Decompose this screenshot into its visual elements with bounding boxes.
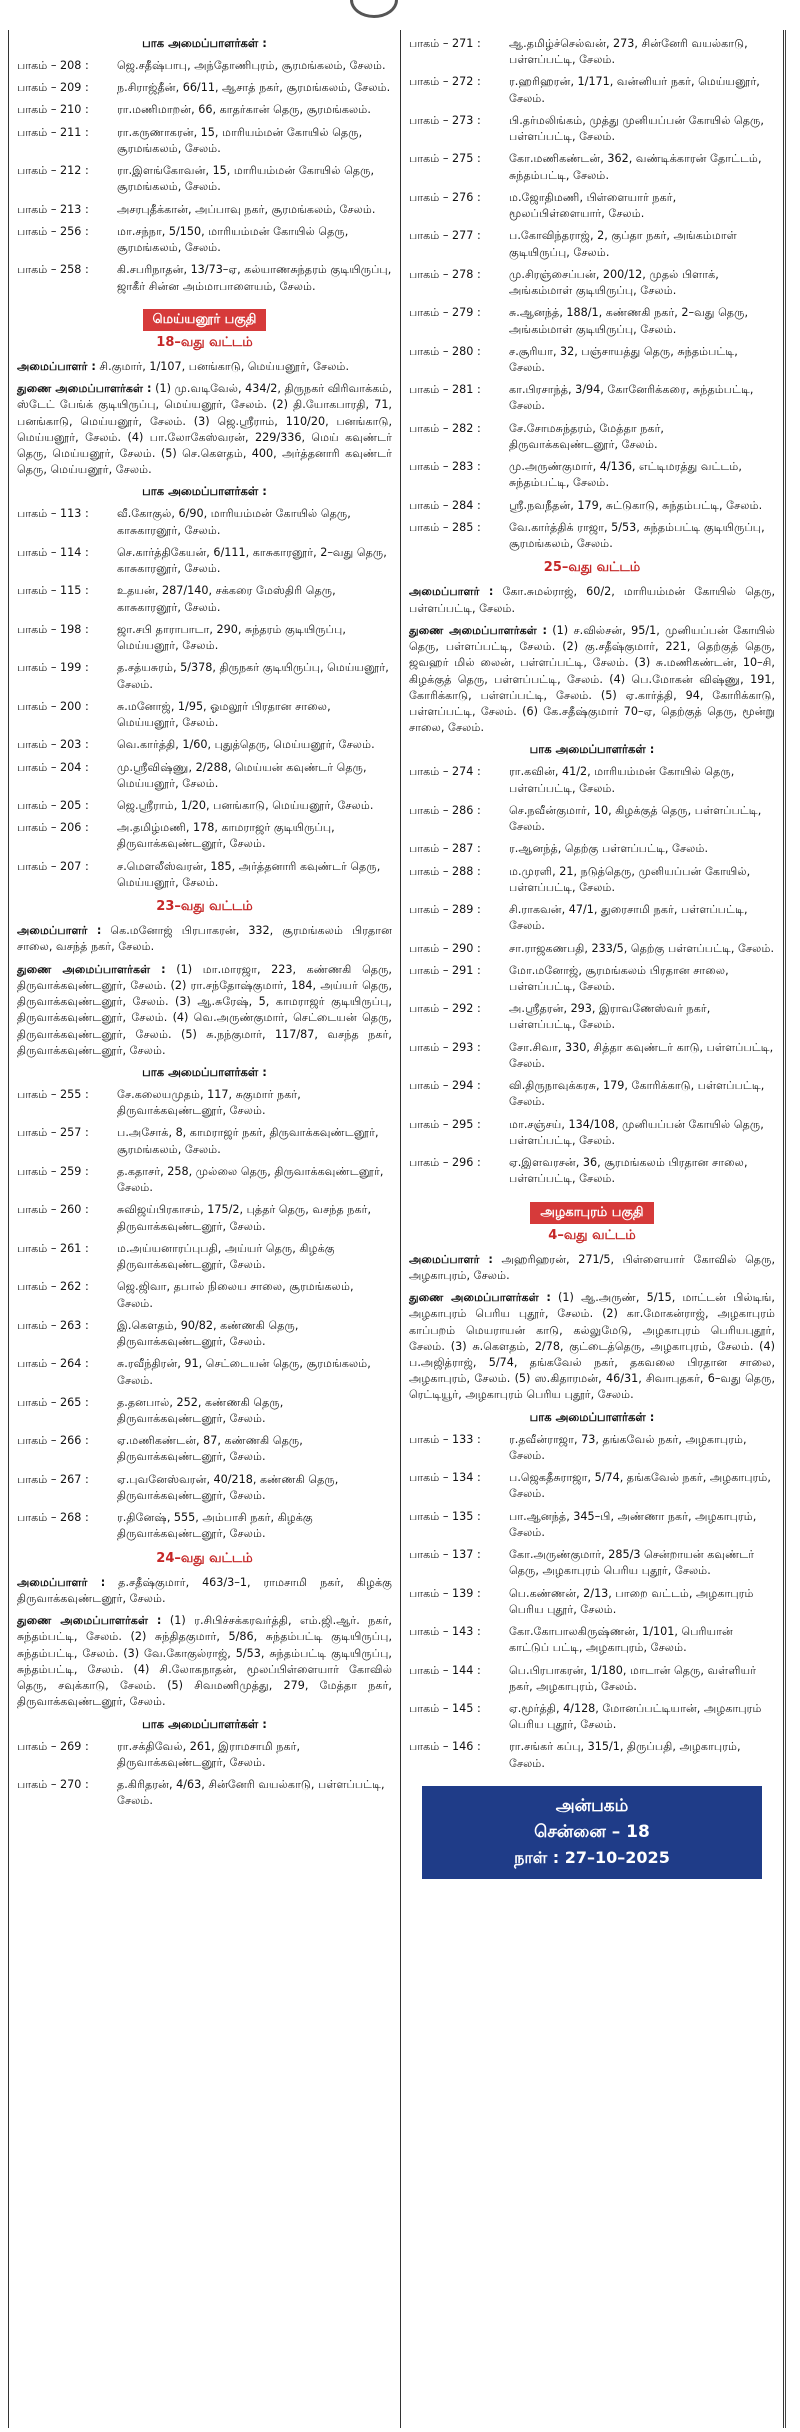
list-item [409, 1470, 775, 1502]
left-column [8, 30, 400, 2428]
list-item [409, 151, 775, 183]
part-number: பாகம் – 271 : [409, 37, 481, 50]
ward-25-organizer: அமைப்பாளர் : கோ.சுமல்ராஜ், 60/2, மாரியம்மன் கோயில் தெரு, பள்ளப்பட்டி, சேலம். [409, 585, 775, 615]
list-item [409, 764, 775, 796]
list-item [409, 382, 775, 414]
member-details: மு.அருண்குமார், 4/136, எட்டிமரத்து வட்டம், சுந்தம்பட்டி, சேலம். [509, 460, 742, 490]
part-number: பாகம் – 213 : [17, 202, 89, 216]
member-details: செ.நவீன்குமார், 10, கிழக்குத் தெரு, பள்ளப்பட்டி, சேலம். [509, 803, 762, 834]
parts-heading: பாக அமைப்பாளர்கள் : [142, 36, 267, 50]
member-details: பெ.கண்ணன், 2/13, பாறை வட்டம், அழகாபுரம் பெரிய புதூர், சேலம். [509, 1586, 754, 1616]
part-number: பாகம் – 210 : [17, 103, 89, 117]
list-item [17, 163, 392, 195]
ward-18-list [17, 506, 392, 891]
ward-25-list [409, 764, 775, 1187]
list-item [409, 113, 775, 145]
list-item [409, 1040, 775, 1072]
member-details: வி.திருநாவுக்கரசு, 179, கோரிக்காடு, பள்ளப்பட்டி, சேலம். [509, 1079, 765, 1109]
emblem-icon [350, 0, 398, 18]
part-number: பாகம் – 209 : [17, 81, 89, 95]
member-details: ரா.மணிமாறன், 66, காதர்கான் தெரு, சூரமங்கலம். [117, 103, 371, 117]
notice-page [8, 30, 784, 2428]
member-details: அசரபுதீக்கான், அப்பாவு நகர், சூரமங்கலம், சேலம். [117, 202, 376, 216]
part-number: பாகம் – 135 : [409, 1509, 481, 1523]
part-number: பாகம் – 268 : [17, 1511, 89, 1525]
list-item [17, 1356, 392, 1388]
footer-date: நாள் : 27–10–2025 [514, 1847, 670, 1867]
list-item [17, 583, 392, 615]
member-details: வீ.கோகுல், 6/90, மாரியம்மன் கோயில் தெரு, காசுகாரனூர், சேலம். [117, 507, 351, 537]
list-item [17, 1202, 392, 1234]
member-details: ஜெ.ஜிவா, தபால் நிலைய சாலை, சூரமங்கலம், சேலம். [117, 1280, 354, 1310]
list-item [17, 102, 392, 118]
list-item [409, 1078, 775, 1110]
part-number: பாகம் – 290 : [409, 941, 481, 955]
list-item [17, 1395, 392, 1427]
list-item [17, 760, 392, 792]
part-number: பாகம் – 200 : [17, 699, 89, 713]
part-number: பாகம் – 134 : [409, 1471, 481, 1485]
member-details: கோ.அருண்குமார், 285/3 சென்றாயன் கவுண்டர் தெரு, அழகாபுரம் பெரிய புதூர், சேலம். [509, 1548, 755, 1578]
part-number: பாகம் – 115 : [17, 584, 89, 598]
list-item [409, 1117, 775, 1149]
list-item [17, 1279, 392, 1311]
list-item [409, 1739, 775, 1771]
part-number: பாகம் – 203 : [17, 738, 89, 752]
list-item [409, 421, 775, 453]
part-number: பாகம் – 278 : [409, 267, 481, 281]
member-details: ர.ஆனந்த், தெற்கு பள்ளப்பட்டி, சேலம். [509, 842, 709, 856]
member-details: ஆ.தமிழ்ச்செல்வன், 273, சின்னேரி வயல்காடு, பள்ளப்பட்டி, சேலம். [509, 37, 748, 67]
ward-18-parts-heading: பாக அமைப்பாளர்கள் : [142, 484, 267, 499]
member-details: ஏ.மணிகண்டன், 87, கண்ணகி தெரு, திருவாக்கவுண்டனூர், சேலம். [117, 1434, 303, 1464]
list-item [17, 545, 392, 577]
list-item [17, 224, 392, 256]
member-details: ஏ.மூர்த்தி, 4/128, மோனப்பட்டியான், அழகாபுரம் பெரிய புதூர், சேலம். [509, 1701, 762, 1732]
member-details: ஏ.புவனேஸ்வரன், 40/218, கண்ணகி தெரு, திருவாக்கவுண்டனூர், சேலம். [117, 1472, 339, 1502]
list-item [409, 841, 775, 857]
part-number: பாகம் – 281 : [409, 383, 481, 397]
list-item [17, 1125, 392, 1157]
list-item [409, 1663, 775, 1695]
ward-23-list [17, 1087, 392, 1543]
member-details: சோ.சிவா, 330, சித்தா கவுண்டர் காடு, பள்ளப்பட்டி, சேலம். [509, 1040, 774, 1070]
member-details: மா.சஞ்சய், 134/108, முனியப்பன் கோயில் தெரு, பள்ளப்பட்டி, சேலம். [509, 1117, 764, 1147]
part-number: பாகம் – 259 : [17, 1164, 89, 1178]
part-number: பாகம் – 292 : [409, 1002, 481, 1016]
list-item [17, 125, 392, 157]
ward-25-title: 25–வது வட்டம் [543, 560, 641, 576]
part-number: பாகம் – 146 : [409, 1740, 481, 1754]
member-details: பி.தர்மலிங்கம், முத்து முனியப்பன் கோயில் தெரு, பள்ளப்பட்டி, சேலம். [509, 113, 764, 144]
list-item [17, 202, 392, 218]
list-item [409, 36, 775, 68]
member-details: ரா.கவின், 41/2, மாரியம்மன் கோயில் தெரு, பள்ளப்பட்டி, சேலம். [509, 765, 735, 795]
member-details: மா.சந்நா, 5/150, மாரியம்மன் கோயில் தெரு, சூரமங்கலம், சேலம். [117, 224, 349, 255]
part-number: பாகம் – 198 : [17, 622, 89, 636]
member-details: வே.கார்த்திக் ராஜா, 5/53, சுந்தம்பட்டி குடியிருப்பு, சூரமங்கலம், சேலம். [509, 520, 765, 551]
part-number: பாகம் – 273 : [409, 113, 481, 127]
ward-23-parts-heading: பாக அமைப்பாளர்கள் : [142, 1065, 267, 1080]
part-number: பாகம் – 270 : [17, 1777, 89, 1791]
ward-18-organizer: அமைப்பாளர் : சி.குமார், 1/107, பனங்காடு, மெய்யனூர், சேலம். [17, 359, 350, 373]
part-number: பாகம் – 255 : [17, 1088, 89, 1102]
list-item [409, 803, 775, 835]
part-number: பாகம் – 205 : [17, 798, 89, 812]
list-item [409, 190, 775, 222]
list-item [409, 1001, 775, 1033]
part-number: பாகம் – 144 : [409, 1663, 481, 1677]
part-number: பாகம் – 204 : [17, 760, 89, 774]
member-details: ம.அய்யனாரப்புபதி, அய்யர் தெரு, கிழக்கு திருவாக்கவுண்டனூர், சேலம். [117, 1241, 335, 1272]
ward-23-deputies: துணை அமைப்பாளர்கள் : (1) மா.மாரஜா, 223, கண்ணகி தெரு, திருவாக்கவுண்டனூர், சேலம். (2) ரா.சந்தோஷ்குமார், 184, அய்யர் தெரு, திருவாக்கவுண்டனூர், சேலம். (3) ஆ.சுரேஷ், 5, காமராஜர் குடியிருப்பு, திருவாக்கவுண்டனூர், சேலம். (4) வெ.அருண்குமார், செட்டையன் தெரு, திருவாக்கவுண்டனூர், சேலம். (5) சு.நந்குமார், 117/87, வசந்த நகர், திருவாக்கவுண்டனூர், சேலம். [17, 962, 392, 1057]
member-details: சி.ராகவன், 47/1, துரைசாமி நகர், பள்ளப்பட்டி, சேலம். [509, 903, 748, 933]
list-item [17, 80, 392, 96]
member-details: த.சத்யசுரம், 5/378, திருநகர் குடியிருப்பு, மெய்யனூர், சேலம். [117, 661, 389, 691]
member-details: ஜெ.ஸ்ரீராம், 1/20, பனங்காடு, மெய்யனூர், சேலம். [117, 798, 374, 812]
part-number: பாகம் – 261 : [17, 1241, 89, 1255]
list-item [17, 737, 392, 753]
member-details: ரா.சக்திவேல், 261, இராமசாமி நகர், திருவாக்கவுண்டனூர், சேலம். [117, 1739, 301, 1769]
list-item [17, 1087, 392, 1119]
ward-4-title: 4–வது வட்டம் [548, 1227, 636, 1243]
member-details: செ.கார்த்திகேயன், 6/111, காசுகாரனூர், 2–வது தெரு, காசுகாரனூர், சேலம். [117, 545, 387, 576]
ward-24-deputies: துணை அமைப்பாளர்கள் : (1) ர.சிபிச்சக்கரவர்த்தி, எம்.ஜி.ஆர். நகர், சுந்தம்பட்டி, சேலம். (2) சுந்திதகுமார், 5/86, சுந்தம்பட்டி குடியிருப்பு, சுந்தம்பட்டி, சேலம். (3) வே.கோகுல்ராஜ், 5/53, சுந்தம்பட்டி குடியிருப்பு, சுந்தம்பட்டி, சேலம். (4) சி.லோகநாதன், மூலப்பிள்ளையார் கோவில் தெரு, சவுக்காடு, சேலம். (5) சிவமணிமுத்து, 279, மேத்தா நகர், திருவாக்கவுண்டனூர், சேலம். [17, 1614, 392, 1709]
list-item [17, 1510, 392, 1542]
part-number: பாகம் – 272 : [409, 75, 481, 89]
list-item [409, 1586, 775, 1618]
ward-23-title: 23–வது வட்டம் [156, 899, 253, 915]
intro-list [17, 58, 392, 295]
top-strip [0, 0, 800, 30]
member-details: த.தனபால், 252, கண்ணகி தெரு, திருவாக்கவுண்டனூர், சேலம். [117, 1395, 284, 1425]
member-details: கி.சபரிநாதன், 13/73–ஏ, கல்யாணசுந்தரம் குடியிருப்பு, ஜாகீர் சின்ன அம்மாபாளையம், சேலம். [117, 263, 392, 293]
part-number: பாகம் – 257 : [17, 1126, 89, 1140]
part-number: பாகம் – 287 : [409, 842, 481, 856]
footer-office: அன்பகம் [555, 1795, 629, 1816]
list-item [409, 1624, 775, 1656]
part-number: பாகம் – 262 : [17, 1280, 89, 1294]
list-item [409, 1509, 775, 1541]
member-details: ஜெ.சதீஷ்பாபு, அந்தோணிபுரம், சூரமங்கலம், சேலம். [117, 59, 386, 72]
ward-24-list [17, 1739, 392, 1810]
ward-18-title: 18–வது வட்டம் [156, 334, 253, 350]
list-item [409, 267, 775, 299]
list-item [17, 1318, 392, 1350]
member-details: சுவிஜய்பிரகாசம், 175/2, புத்தர் தெரு, வசந்த நகர், திருவாக்கவுண்டனூர், சேலம். [117, 1203, 372, 1233]
member-details: சு.ரவீந்திரன், 91, செட்டையன் தெரு, சூரமங்கலம், சேலம். [117, 1357, 371, 1387]
list-item [17, 859, 392, 891]
ward-24-parts-heading: பாக அமைப்பாளர்கள் : [142, 1716, 267, 1731]
part-number: பாகம் – 296 : [409, 1156, 481, 1170]
ward-4-deputies: துணை அமைப்பாளர்கள் : (1) ஆ.அருண், 5/15, மாட்டன் பில்டிங், அழகாபுரம் பெரிய புதூர், சேலம். (2) கா.மோகன்ராஜ், அழகாபுரம் காப்பறம் மெயராயன் காடு, கல்லுமேடு, அழகாபுரம் பெரியபுதூர், சேலம். (3) சு.கௌதம், 2/78, குட்டைத்தெரு, அழகாபுரம், சேலம். (4) ப.அஜித்ராஜ், 5/74, தங்கவேல் நகர், தகவலை பிரதான சாலை, அழகாபுரம், சேலம். (5) ஸ.கிதாரமன், 46/31, சிவாபுதகர், 6–வது தெரு, ரெட்டியூர், அழகாபுரம் பெரிய புதூர், சேலம். [409, 1291, 775, 1402]
member-details: பா.ஆனந்த், 345–பி, அண்ணா நகர், அழகாபுரம், சேலம். [509, 1509, 757, 1539]
member-details: ஜா.சபி தாராபாடா, 290, சுந்தரம் குடியிருப்பு, மெய்யனூர், சேலம். [117, 622, 346, 653]
member-details: ந.சிராஜ்தீன், 66/11, ஆசாத் நகர், சூரமங்கலம், சேலம். [117, 81, 391, 95]
ward-18-deputies: துணை அமைப்பாளர்கள் : (1) மு.வடிவேல், 434/2, திருநகர் விரிவாக்கம், ஸ்டேட் பேங்க் குடியிருப்பு, மெய்யனூர், சேலம். (2) தி.யோகபாரதி, 71, பனங்காடு, மெய்யனூர், சேலம். (3) ஜெ.ஸ்ரீராம், 110/20, பனங்காடு, மெய்யனூர், சேலம். (4) பா.லோகேஸ்வரன், 229/336, மெய் கவுண்டர் தெரு, மெய்யனூர், சேலம். (5) செ.கௌதம், 400, அர்த்தனாரி கவுண்டர் தெரு, மெய்யனூர், சேலம். [17, 382, 392, 477]
list-item [409, 1432, 775, 1464]
part-number: பாகம் – 279 : [409, 306, 481, 320]
part-number: பாகம் – 282 : [409, 421, 481, 435]
part-number: பாகம் – 143 : [409, 1625, 481, 1639]
list-item [17, 506, 392, 538]
member-details: ச.சூரியா, 32, பஞ்சாயத்து தெரு, சுந்தம்பட்டி, சேலம். [509, 344, 738, 374]
part-number: பாகம் – 280 : [409, 344, 481, 358]
member-details: சு.மனோஜ், 1/95, ஓமலூர் பிரதான சாலை, மெய்யனூர், சேலம். [117, 699, 331, 730]
part-number: பாகம் – 256 : [17, 224, 89, 238]
member-details: ப.கோவிந்தராஜ், 2, குப்தா நகர், அங்கம்மாள் குடியிருப்பு, சேலம். [509, 229, 737, 259]
part-number: பாகம் – 288 : [409, 864, 481, 878]
member-details: சு.ஆனந்த், 188/1, கண்ணகி நகர், 2–வது தெரு, அங்கம்மாள் குடியிருப்பு, சேலம். [509, 306, 749, 336]
list-item [409, 864, 775, 896]
member-details: மோ.மனோஜ், சூரமங்கலம் பிரதான சாலை, பள்ளப்பட்டி, சேலம். [509, 963, 729, 994]
part-number: பாகம் – 284 : [409, 498, 481, 512]
part-number: பாகம் – 263 : [17, 1318, 89, 1332]
list-item [409, 1547, 775, 1579]
member-details: உதயன், 287/140, சக்கரை மேஸ்திரி தெரு, காசுகாரனூர், சேலம். [117, 584, 336, 614]
list-item [17, 1241, 392, 1273]
list-item [409, 498, 775, 514]
part-number: பாகம் – 294 : [409, 1079, 481, 1093]
part-number: பாகம் – 285 : [409, 520, 481, 534]
part-number: பாகம் – 289 : [409, 903, 481, 917]
member-details: அ.தமிழ்மணி, 178, காமராஜர் குடியிருப்பு, திருவாக்கவுண்டனூர், சேலம். [117, 821, 335, 851]
list-item [17, 58, 392, 74]
part-number: பாகம் – 208 : [17, 59, 89, 72]
area-badge-azhagapuram: அழகாபுரம் பகுதி [530, 1202, 653, 1224]
list-item [17, 820, 392, 852]
list-item [409, 1701, 775, 1733]
member-details: கோ.மணிகண்டன், 362, வண்டிக்காரன் தோட்டம், சுந்தம்பட்டி, சேலம். [509, 152, 762, 182]
member-details: இ.கௌதம், 90/82, கண்ணகி தெரு, திருவாக்கவுண்டனூர், சேலம். [117, 1318, 299, 1349]
member-details: ஸ்ரீ.நவநீதன், 179, சுட்டுகாடு, சுந்தம்பட்டி, சேலம். [509, 498, 763, 512]
member-details: ர.ஹரிஹரன், 1/171, வன்னியர் நகர், மெய்யனூர், சேலம். [509, 75, 760, 105]
continued-list [409, 36, 775, 552]
list-item [409, 941, 775, 957]
right-column [400, 30, 784, 2428]
part-number: பாகம் – 207 : [17, 859, 89, 873]
part-number: பாகம் – 113 : [17, 507, 89, 521]
member-details: மு.சிரஞ்சைப்பன், 200/12, முதல் பிளாக், அங்கம்மாள் குடியிருப்பு, சேலம். [509, 267, 719, 298]
list-item [17, 1164, 392, 1196]
list-item [409, 963, 775, 995]
member-details: ரா.சங்கர் கப்பு, 315/1, திருப்பதி, அழகாபுரம், சேலம். [509, 1740, 741, 1770]
list-item [409, 344, 775, 376]
part-number: பாகம் – 269 : [17, 1739, 89, 1753]
list-item [409, 902, 775, 934]
member-details: சா.ராஜகணபதி, 233/5, தெற்கு பள்ளப்பட்டி, சேலம். [509, 941, 775, 955]
part-number: பாகம் – 275 : [409, 152, 481, 166]
ward-25-parts-heading: பாக அமைப்பாளர்கள் : [529, 742, 655, 757]
part-number: பாகம் – 286 : [409, 803, 481, 817]
part-number: பாகம் – 114 : [17, 545, 89, 559]
member-details: ஏ.இளவரசன், 36, சூரமங்கலம் பிரதான சாலை, பள்ளப்பட்டி, சேலம். [509, 1156, 748, 1186]
part-number: பாகம் – 266 : [17, 1434, 89, 1448]
part-number: பாகம் – 267 : [17, 1472, 89, 1486]
part-number: பாகம் – 277 : [409, 229, 481, 243]
signature-block [422, 1786, 762, 1879]
part-number: பாகம் – 211 : [17, 125, 89, 139]
member-details: ர.தினேஷ், 555, அம்பாசி நகர், கிழக்கு திருவாக்கவுண்டனூர், சேலம். [117, 1511, 313, 1541]
part-number: பாகம் – 139 : [409, 1586, 481, 1600]
member-details: ம.முரளி, 21, நடுத்தெரு, முனியப்பன் கோயில், பள்ளப்பட்டி, சேலம். [509, 864, 751, 894]
member-details: ப.அசோக், 8, காமராஜர் நகர், திருவாக்கவுண்டனூர், சூரமங்கலம், சேலம். [117, 1126, 379, 1156]
list-item [17, 622, 392, 654]
adjacent-column-edge [785, 30, 800, 2428]
list-item [17, 1777, 392, 1809]
part-number: பாகம் – 206 : [17, 821, 89, 835]
member-details: கோ.கோபாலகிருஷ்ணன், 1/101, பெரியான் காட்டுப் பட்டி, அழகாபுரம், சேலம். [509, 1625, 733, 1655]
member-details: ம.ஜோதிமணி, பிள்ளையார் நகர், மூலப்பிள்ளையார், சேலம். [509, 190, 677, 221]
part-number: பாகம் – 212 : [17, 164, 89, 178]
member-details: த.கிரிதரன், 4/63, சின்னேரி வயல்காடு, பள்ளப்பட்டி, சேலம். [117, 1777, 385, 1808]
part-number: பாகம் – 265 : [17, 1395, 89, 1409]
list-item [17, 262, 392, 294]
part-number: பாகம் – 145 : [409, 1701, 481, 1715]
footer-city: சென்னை – 18 [534, 1821, 650, 1842]
list-item [17, 1472, 392, 1504]
part-number: பாகம் – 264 : [17, 1357, 89, 1371]
member-details: பெ.பிரபாகரன், 1/180, மாடான் தெரு, வள்ளியர் நகர், அழகாபுரம், சேலம். [509, 1663, 757, 1693]
member-details: வெ.கார்த்தி, 1/60, புதுத்தெரு, மெய்யனூர், சேலம். [117, 738, 375, 752]
part-number: பாகம் – 199 : [17, 661, 89, 675]
member-details: ரா.இளங்கோவன், 15, மாரியம்மன் கோயில் தெரு, சூரமங்கலம், சேலம். [117, 164, 375, 194]
part-number: பாகம் – 258 : [17, 263, 89, 277]
member-details: மு.ஸ்ரீவிஷ்ணு, 2/288, மெய்யன் கவுண்டர் தெரு, மெய்யனூர், சேலம். [117, 760, 367, 790]
member-details: ரா.கருணாகரன், 15, மாரியம்மன் கோயில் தெரு, சூரமங்கலம், சேலம். [117, 125, 363, 155]
list-item [17, 660, 392, 692]
ward-24-organizer: அமைப்பாளர் : த.சதீஷ்குமார், 463/3–1, ராமசாமி நகர், கிழக்கு திருவாக்கவுண்டனூர், சேலம். [17, 1575, 392, 1605]
member-details: சே.கலையமுதம், 117, சுகுமார் நகர், திருவாக்கவுண்டனூர், சேலம். [117, 1088, 301, 1118]
list-item [409, 1155, 775, 1187]
part-number: பாகம் – 283 : [409, 460, 481, 474]
area-badge-meyyanur: மெய்யனூர் பகுதி [143, 309, 267, 331]
ward-25-deputies: துணை அமைப்பாளர்கள் : (1) ச.வில்சன், 95/1, முனியப்பன் கோயில் தெரு, பள்ளப்பட்டி, சேலம். (2) கு.சதீஷ்குமார், 221, தெற்குத் தெரு, ஜவஹர் மில் லைன், பள்ளப்பட்டி, சேலம். (3) சு.மணிகண்டன், 10–சி, கிழக்குத் தெரு, பள்ளப்பட்டி, சேலம். (4) பெ.மோகன் விஷ்ணு, 191, கோரிக்காடு, பள்ளப்பட்டி, சேலம். (5) ஏ.கார்த்தி, 94, கோரிக்காடு, பள்ளப்பட்டி, சேலம். (6) கே.சதீஷ்குமார் 70–ஏ, தெற்குத் தெரு, மூன்று சாலை, சேலம். [409, 623, 775, 735]
list-item [17, 1433, 392, 1465]
list-item [409, 459, 775, 491]
part-number: பாகம் – 133 : [409, 1432, 481, 1446]
member-details: ர.தவீன்ராஜா, 73, தங்கவேல் நகர், அழகாபுரம், சேலம். [509, 1432, 747, 1462]
part-number: பாகம் – 276 : [409, 190, 481, 204]
ward-23-organizer: அமைப்பாளர் : கெ.மனோஜ் பிரபாகரன், 332, சூரமங்கலம் பிரதான சாலை, வசந்த் நகர், சேலம். [17, 924, 393, 954]
member-details: த.கதாசர், 258, முல்லை தெரு, திருவாக்கவுண்டனூர், சேலம். [117, 1164, 384, 1195]
part-number: பாகம் – 274 : [409, 765, 481, 779]
part-number: பாகம் – 291 : [409, 963, 481, 977]
member-details: கா.பிரசாந்த், 3/94, கோனேரிக்கரை, சுந்தம்பட்டி, சேலம். [509, 383, 754, 413]
list-item [17, 699, 392, 731]
part-number: பாகம் – 295 : [409, 1117, 481, 1131]
part-number: பாகம் – 260 : [17, 1203, 89, 1217]
member-details: ப.ஜெகதீசுராஜா, 5/74, தங்கவேல் நகர், அழகாபுரம், சேலம். [509, 1471, 771, 1501]
member-details: ச.மெளலீஸ்வரன், 185, அர்த்தனாரி கவுண்டர் தெரு, மெய்யனூர், சேலம். [117, 859, 381, 889]
list-item [409, 305, 775, 337]
ward-24-title: 24–வது வட்டம் [156, 1550, 253, 1566]
list-item [17, 798, 392, 814]
ward-4-parts-heading: பாக அமைப்பாளர்கள் : [529, 1409, 655, 1424]
list-item [409, 74, 775, 106]
list-item [17, 1739, 392, 1771]
list-item [409, 228, 775, 260]
member-details: அ.ஸ்ரீதரன், 293, இராவணேஸ்வர் நகர், பள்ளப்பட்டி, சேலம். [509, 1002, 711, 1032]
member-details: சே.சோமசுந்தரம், மேத்தா நகர், திருவாக்கவுண்டனூர், சேலம். [509, 421, 664, 451]
part-number: பாகம் – 137 : [409, 1548, 481, 1562]
part-number: பாகம் – 293 : [409, 1040, 481, 1054]
list-item [409, 520, 775, 552]
ward-4-list [409, 1432, 775, 1772]
ward-4-organizer: அமைப்பாளர் : அஹரிஹரன், 271/5, பிள்ளையார் கோவில் தெரு, அழகாபுரம், சேலம். [409, 1252, 775, 1282]
